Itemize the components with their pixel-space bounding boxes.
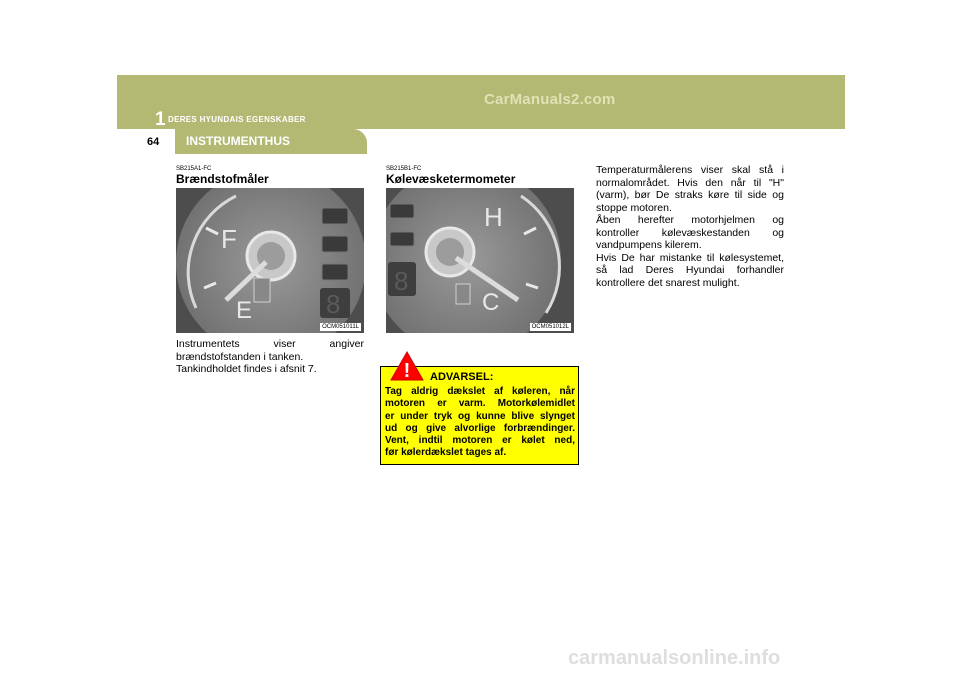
fuel-image-code: OCM051011L xyxy=(322,324,359,330)
temp-line-4: stoppe motoren. xyxy=(596,201,672,214)
warning-text xyxy=(385,386,575,460)
fuel-section-code: SB215A1-FC xyxy=(176,166,212,172)
temperature-paragraph xyxy=(596,164,784,289)
temp-line-7: vandpumpens kilerem. xyxy=(596,239,702,251)
coolant-section-code: SB215B1-FC xyxy=(386,166,422,172)
coolant-gauge-photo xyxy=(386,188,574,333)
temp-line-2: normalområdet. Hvis den når til "H" xyxy=(596,176,784,189)
temp-line-3: (varm), bør De straks køre til side og xyxy=(596,189,784,201)
temp-line-5: Åben herefter motorhjelmen og xyxy=(596,214,784,226)
warning-line-6: før kølerdækslet tages af. xyxy=(385,447,507,459)
fuel-gauge-graphic xyxy=(176,188,364,333)
section-title: INSTRUMENTHUS xyxy=(186,134,290,148)
warning-line-2: motoren er varm. Motorkølemidlet xyxy=(385,398,575,410)
coolant-hot-label: H xyxy=(484,202,503,232)
warning-title: ADVARSEL: xyxy=(430,371,494,383)
coolant-heading: Kølevæsketermometer xyxy=(386,172,516,186)
fuel-paragraph xyxy=(176,338,364,376)
warning-line-3: er under tryk og kunne blive slynget xyxy=(385,410,575,422)
fuel-line-3: Tankindholdet findes i afsnit 7. xyxy=(176,363,317,375)
warning-line-1: Tag aldrig dækslet af køleren, når xyxy=(385,386,575,397)
warning-line-5: Vent, indtil motoren er kølet ned, xyxy=(385,435,575,447)
page-number: 64 xyxy=(147,136,160,148)
warning-triangle-icon xyxy=(390,351,424,381)
temp-line-9: så lad Deres Hyundai forhandler xyxy=(596,264,784,276)
warning-line-4: ud og give alvorlige forbrændinger. xyxy=(385,422,575,434)
fuel-heading: Brændstofmåler xyxy=(176,172,269,186)
coolant-display-digit: 8 xyxy=(394,266,409,296)
coolant-cold-label: C xyxy=(482,289,500,316)
temp-line-8: Hvis De har mistanke til kølesystemet, xyxy=(596,251,784,264)
chapter-number: 1 xyxy=(155,109,166,130)
fuel-display-digit: 8 xyxy=(326,289,341,319)
fuel-line-2: brændstofstanden i tanken. xyxy=(176,350,304,363)
temp-line-1: Temperaturmålerens viser skal stå i xyxy=(596,164,784,176)
temp-line-6: kontroller kølevæskestanden og xyxy=(596,226,784,239)
fuel-full-label: F xyxy=(221,224,237,254)
coolant-image-code: OCM051012L xyxy=(531,324,569,330)
fuel-gauge-photo xyxy=(176,188,364,333)
temp-line-10: kontrollere det snarest mulight. xyxy=(596,276,740,289)
footer-watermark[interactable]: carmanualsonline.info xyxy=(568,647,781,669)
warning-symbol: ! xyxy=(403,360,411,381)
coolant-gauge-graphic xyxy=(386,188,574,333)
fuel-empty-label: E xyxy=(236,297,253,324)
chapter-title: DERES HYUNDAIS EGENSKABER xyxy=(168,115,306,124)
site-watermark[interactable]: CarManuals2.com xyxy=(484,91,616,108)
fuel-line-1: Instrumentets viser angiver xyxy=(176,338,364,350)
